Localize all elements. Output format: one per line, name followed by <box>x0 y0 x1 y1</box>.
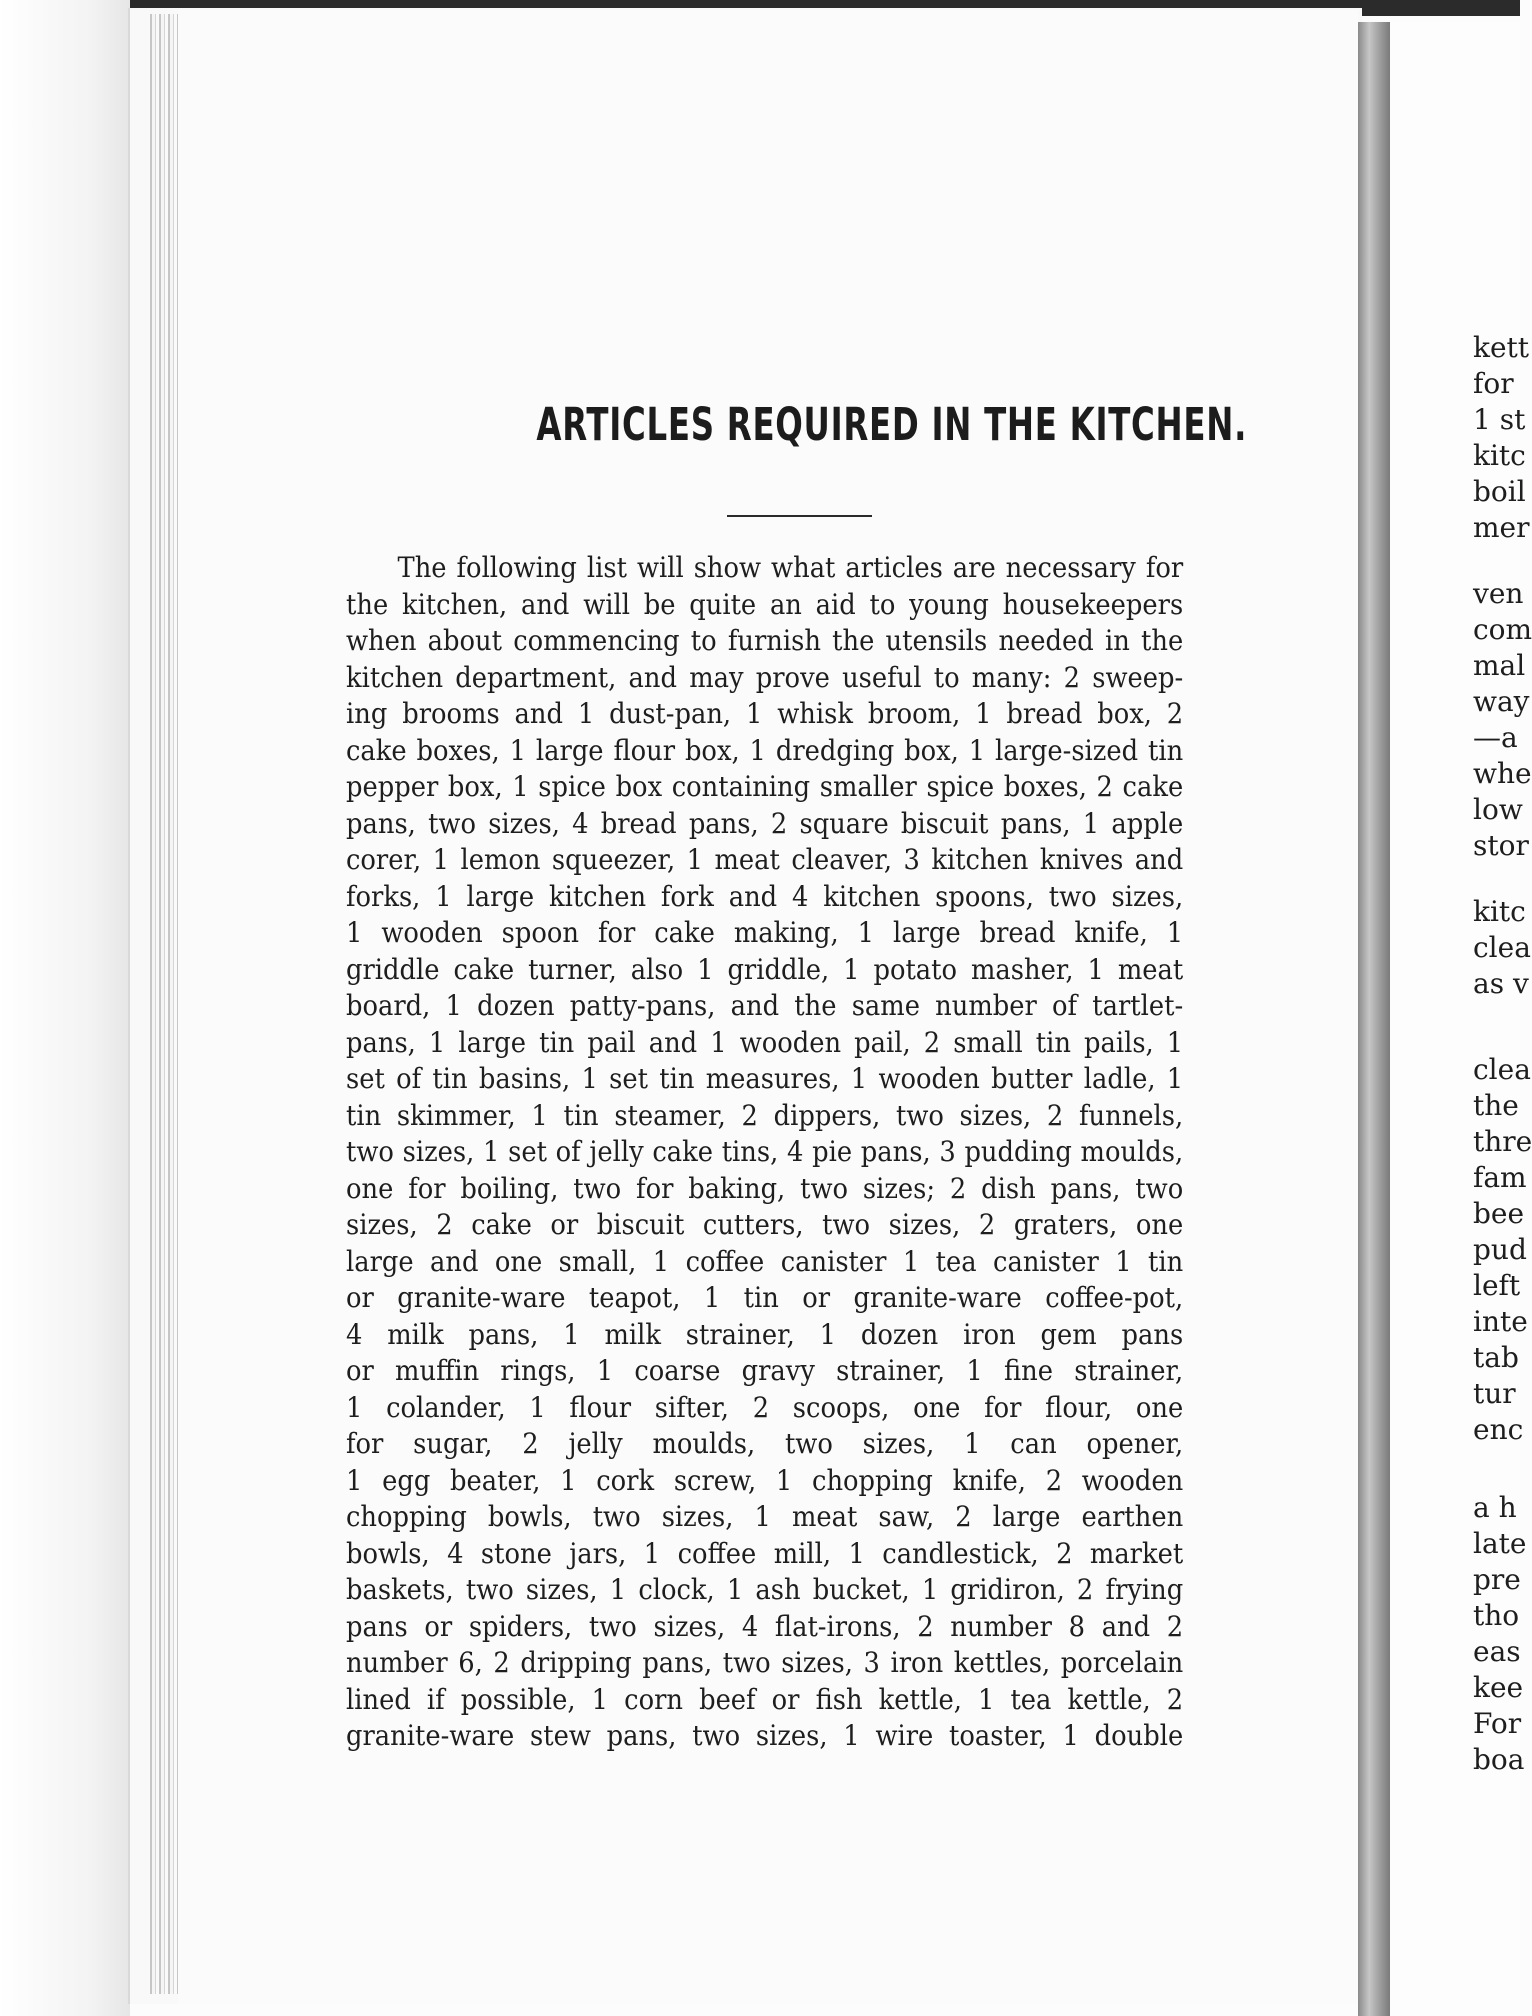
text-line: set of tin basins, 1 set tin measures, 1 wooden butter ladle, 1 <box>346 1062 1184 1095</box>
facing-text-fragment: bee <box>1473 1197 1525 1230</box>
text-line: 4 milk pans, 1 milk strainer, 1 dozen iron gem pans <box>346 1317 1184 1351</box>
facing-text-fragment: For <box>1473 1707 1522 1740</box>
facing-text-fragment: the <box>1473 1089 1519 1122</box>
facing-text-fragment: kee <box>1473 1671 1524 1704</box>
body-paragraph <box>346 550 1256 1755</box>
text-line: large and one small, 1 coffee canister 1 tea canister 1 tin <box>346 1244 1184 1278</box>
facing-text-fragment: fam <box>1473 1161 1527 1194</box>
text-line: corer, 1 lemon squeezer, 1 meat cleaver, 3 kitchen knives and <box>346 843 1184 876</box>
text-line: pans, two sizes, 4 bread pans, 2 square biscuit pans, 1 apple <box>346 806 1184 840</box>
text-line: 1 egg beater, 1 cork screw, 1 chopping knife, 2 wooden <box>346 1463 1184 1497</box>
text-line: baskets, two sizes, 1 clock, 1 ash bucket, 1 gridiron, 2 frying <box>346 1573 1184 1606</box>
text-line: when about commencing to furnish the utensils needed in the <box>346 624 1184 657</box>
facing-text-fragment: —a <box>1473 721 1518 754</box>
facing-text-fragment: ven <box>1473 577 1524 610</box>
text-line: pans or spiders, two sizes, 4 flat-irons, 2 number 8 and 2 <box>346 1609 1184 1643</box>
text-line: bowls, 4 stone jars, 1 coffee mill, 1 candlestick, 2 market <box>346 1536 1184 1570</box>
text-line: chopping bowls, two sizes, 1 meat saw, 2 large earthen <box>346 1500 1184 1533</box>
text-line: The following list will show what articles are necessary for <box>397 551 1184 584</box>
page-edges <box>150 14 178 1994</box>
facing-text-fragment: tho <box>1473 1599 1520 1632</box>
facing-text-fragment: thre <box>1473 1125 1532 1158</box>
text-line: tin skimmer, 1 tin steamer, 2 dippers, two sizes, 2 funnels, <box>346 1098 1184 1132</box>
facing-text-fragment: stor <box>1473 829 1529 862</box>
facing-text-fragment: late <box>1473 1527 1527 1560</box>
text-line: sizes, 2 cake or biscuit cutters, two sizes, 2 graters, one <box>346 1208 1184 1241</box>
book-gutter <box>1358 22 1390 2016</box>
text-line: or granite-ware teapot, 1 tin or granite-ware coffee-pot, <box>346 1281 1184 1314</box>
facing-text-fragment: boa <box>1473 1743 1525 1776</box>
text-line: forks, 1 large kitchen fork and 4 kitchen spoons, two sizes, <box>346 879 1184 913</box>
facing-text-fragment: mer <box>1473 511 1530 544</box>
facing-text-fragment: kitc <box>1473 895 1526 928</box>
text-line: or muffin rings, 1 coarse gravy strainer, 1 fine strainer, <box>346 1354 1184 1387</box>
facing-text-fragment: mal <box>1473 649 1526 682</box>
text-line: 1 wooden spoon for cake making, 1 large bread knife, 1 <box>346 916 1184 949</box>
facing-text-fragment: a h <box>1473 1491 1517 1524</box>
text-line: board, 1 dozen patty-pans, and the same number of tartlet- <box>346 989 1184 1022</box>
facing-text-fragment: inte <box>1473 1305 1528 1338</box>
text-line: one for boiling, two for baking, two sizes; 2 dish pans, two <box>346 1171 1184 1205</box>
facing-text-fragment: eas <box>1473 1635 1521 1668</box>
text-line: number 6, 2 dripping pans, two sizes, 3 iron kettles, porcelain <box>346 1646 1184 1679</box>
text-line: the kitchen, and will be quite an aid to young housekeepers <box>346 587 1184 621</box>
text-line: pans, 1 large tin pail and 1 wooden pail, 2 small tin pails, 1 <box>346 1025 1184 1059</box>
text-line: for sugar, 2 jelly moulds, two sizes, 1 can opener, <box>346 1427 1184 1460</box>
text-line: griddle cake turner, also 1 griddle, 1 potato masher, 1 meat <box>346 952 1184 986</box>
text-line: pepper box, 1 spice box containing smaller spice boxes, 2 cake <box>346 770 1184 803</box>
text-line: 1 colander, 1 flour sifter, 2 scoops, one for flour, one <box>346 1390 1184 1424</box>
page-title: ARTICLES REQUIRED IN THE KITCHEN. <box>536 398 1248 451</box>
text-line: lined if possible, 1 corn beef or fish kettle, 1 tea kettle, 2 <box>346 1682 1184 1716</box>
facing-text-fragment: clea <box>1473 931 1531 964</box>
text-line: cake boxes, 1 large flour box, 1 dredging box, 1 large-sized tin <box>346 733 1184 767</box>
facing-text-fragment: enc <box>1473 1413 1524 1446</box>
facing-text-fragment: 1 st <box>1473 403 1526 436</box>
facing-text-fragment: tab <box>1473 1341 1519 1374</box>
facing-text-fragment: left <box>1473 1269 1521 1302</box>
facing-text-fragment: tur <box>1473 1377 1516 1410</box>
facing-text-fragment: kett <box>1473 331 1530 364</box>
text-line: ing brooms and 1 dust-pan, 1 whisk broom, 1 bread box, 2 <box>346 697 1184 730</box>
facing-text-fragment: pre <box>1473 1563 1521 1596</box>
facing-text-fragment: boil <box>1473 475 1526 508</box>
text-line: kitchen department, and may prove useful to many: 2 sweep- <box>346 660 1184 694</box>
facing-text-fragment: for <box>1473 367 1514 400</box>
facing-text-fragment: low <box>1473 793 1523 826</box>
facing-text-fragment: as v <box>1473 967 1529 1000</box>
facing-text-fragment: whe <box>1473 757 1532 790</box>
facing-text-fragment: way <box>1473 685 1530 718</box>
text-line: two sizes, 1 set of jelly cake tins, 4 pie pans, 3 pudding moulds, <box>346 1135 1184 1168</box>
facing-text-fragment: pud <box>1473 1233 1527 1266</box>
title-rule <box>727 515 872 517</box>
facing-text-fragment: com <box>1473 613 1532 646</box>
facing-text-fragment: clea <box>1473 1053 1531 1086</box>
facing-text-fragment: kitc <box>1473 439 1526 472</box>
scan-left-margin <box>0 0 130 2016</box>
text-line: granite-ware stew pans, two sizes, 1 wire toaster, 1 double <box>346 1719 1184 1752</box>
